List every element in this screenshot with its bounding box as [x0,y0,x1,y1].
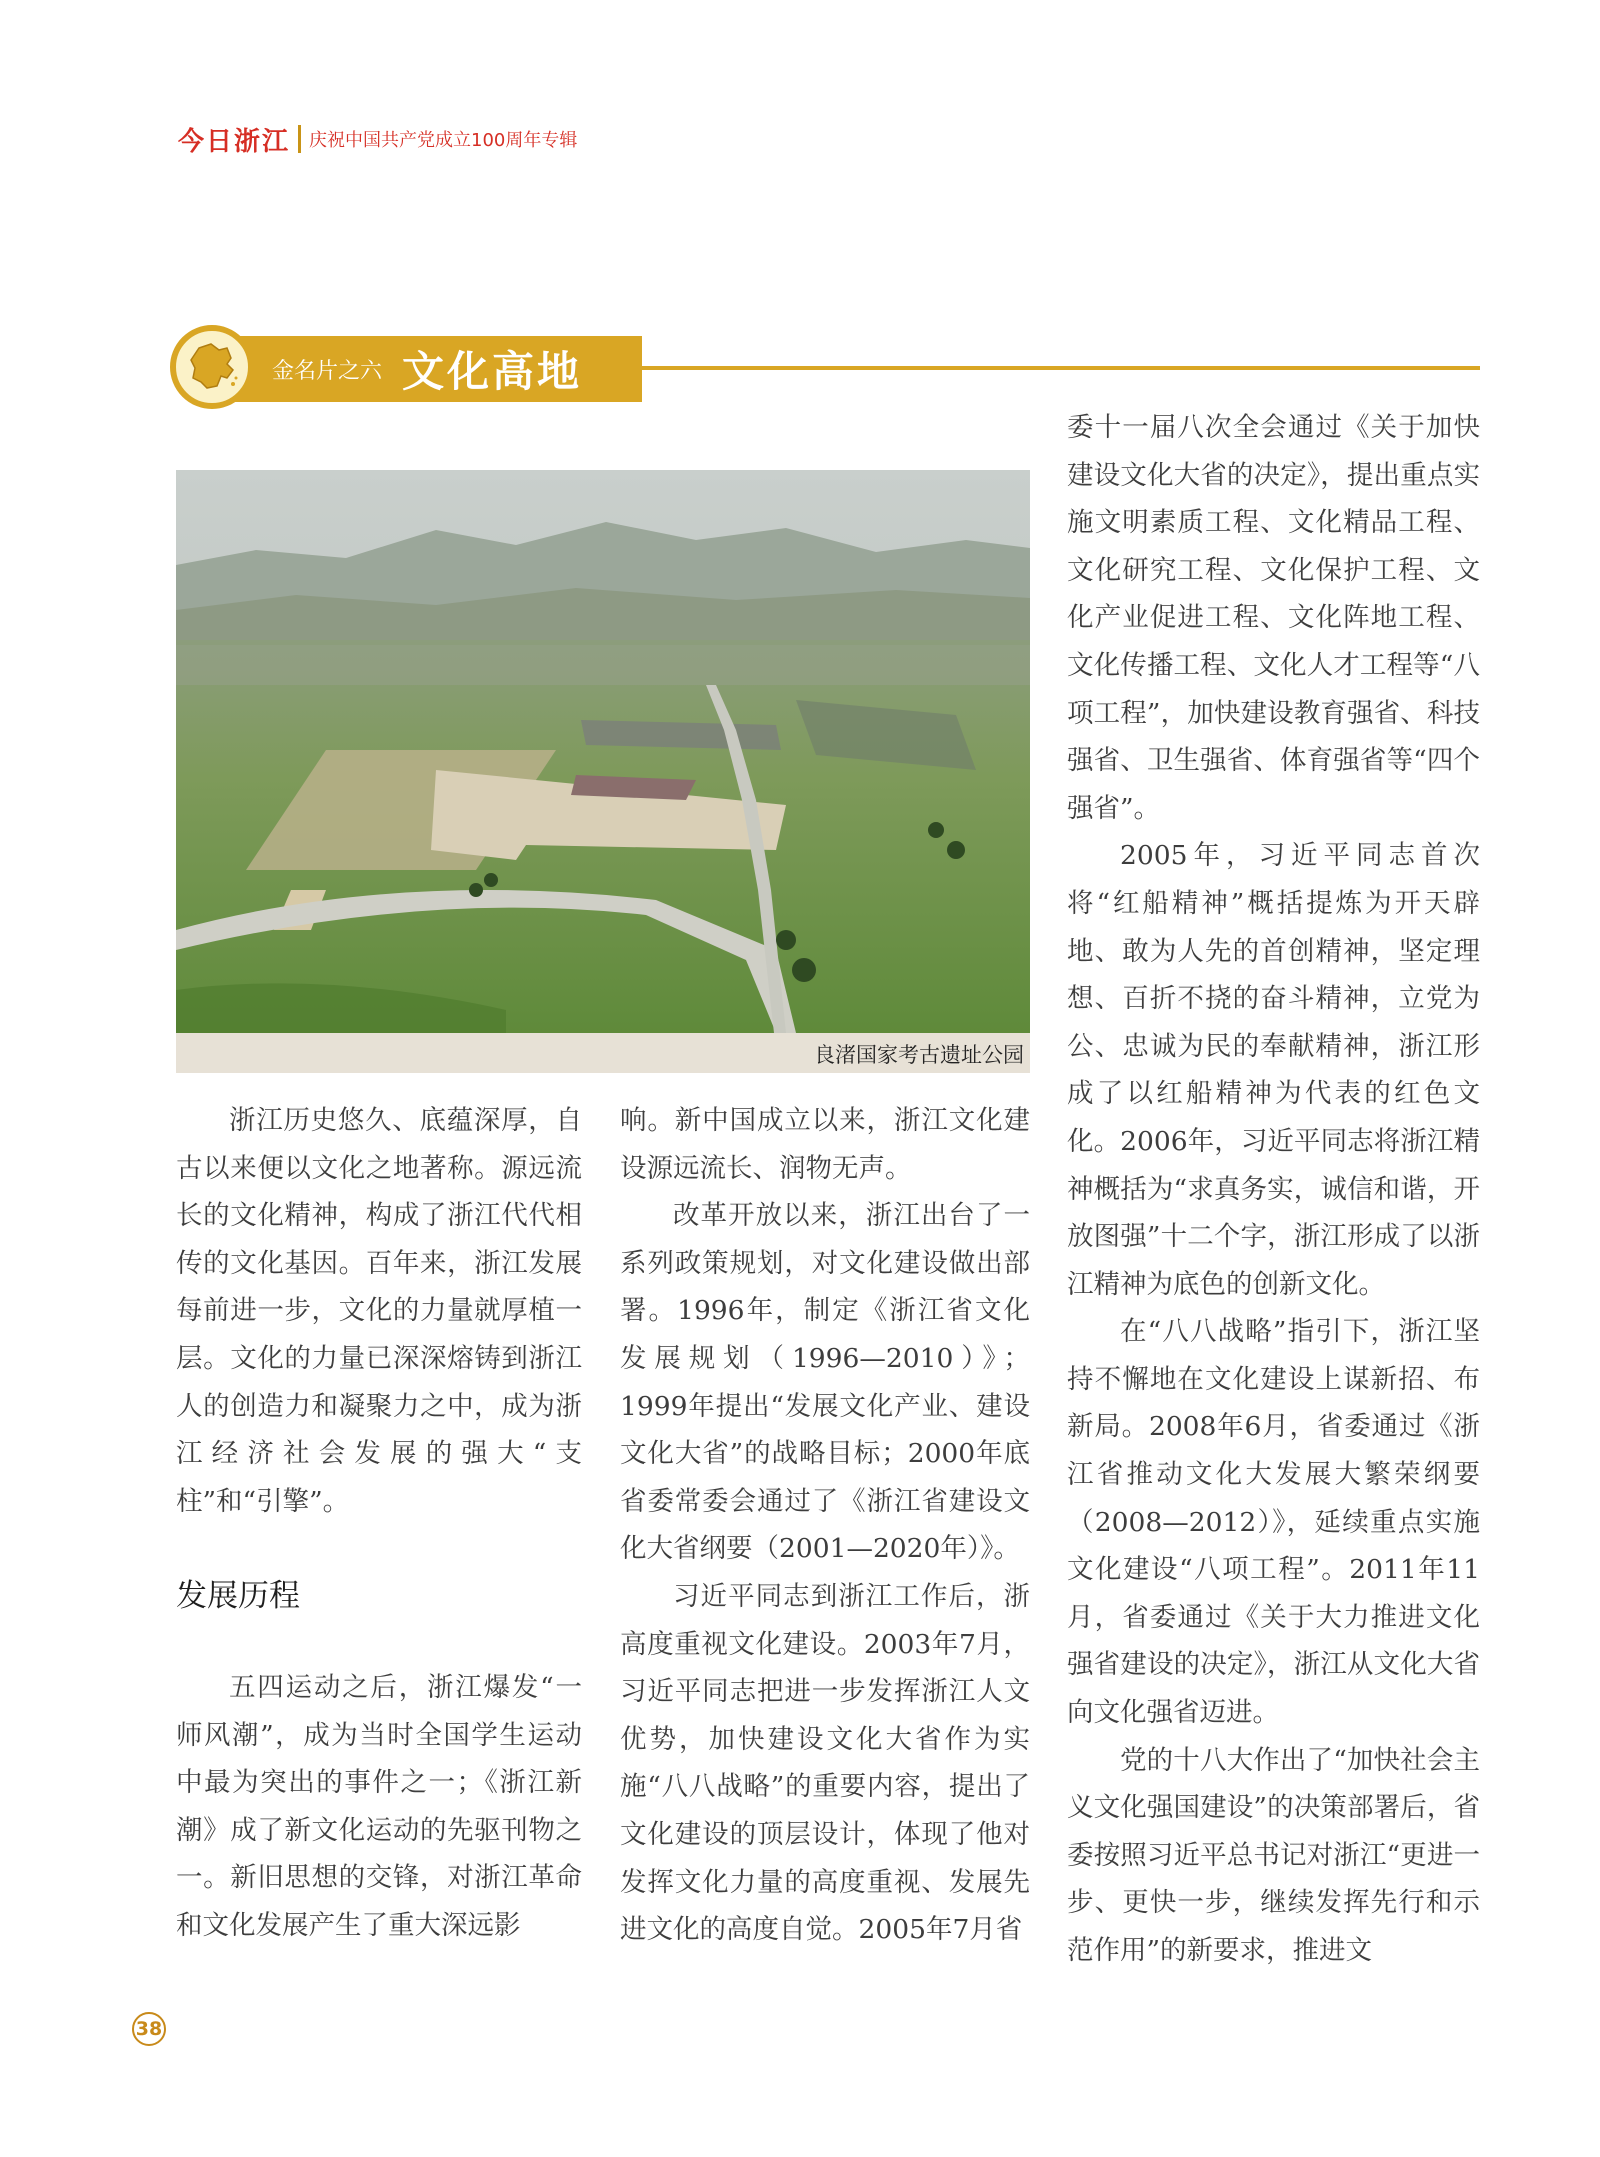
section-title: 文化高地 [402,347,583,396]
masthead [178,122,577,156]
section-subtitle: 金名片之六 [272,358,383,384]
paragraph: 2005年，习近平同志首次将“红船精神”概括提炼为开天辟地、敢为人先的首创精神，坚定理想、百折不挠的奋斗精神，立党为公、忠诚为民的奉献精神，浙江形成了以红船精神为代表的红色文化。2006年，习近平同志将浙江精神概括为“求真务实，诚信和谐，开放图强”十二个字，浙江形成了以浙江精神为底色的创新文化。 [1067,840,1480,1300]
paragraph: 委十一届八次全会通过《关于加快建设文化大省的决定》，提出重点实施文明素质工程、文化精品工程、文化研究工程、文化保护工程、文化产业促进工程、文化阵地工程、文化传播工程、文化人才工程等“八项工程”，加快建设教育强省、科技强省、卫生强省、体育强省等“四个强省”。 [1067,412,1480,824]
banner-rule [642,366,1480,370]
photo-caption: 良渚国家考古遗址公园 [814,1043,1024,1067]
section-banner [226,336,642,402]
paragraph: 党的十八大作出了“加快社会主义文化强国建设”的决策部署后，省委按照习近平总书记对浙江“更进一步、更快一步，继续发挥先行和示范作用”的新要求，推进文 [1067,1744,1480,1966]
column-3 [1067,404,1480,1975]
page-number: 38 [132,2012,166,2046]
column-2 [620,1097,1030,1954]
paragraph: 五四运动之后，浙江爆发“一师风潮”，成为当时全国学生运动中最为突出的事件之一；《浙江新潮》成了新文化运动的先驱刊物之一。新旧思想的交锋，对浙江革命和文化发展产生了重大深远影 [176,1672,582,1941]
header-divider [298,125,301,153]
aerial-photo [176,470,1030,1033]
paragraph: 浙江历史悠久、底蕴深厚，自古以来便以文化之地著称。源远流长的文化精神，构成了浙江代代相传的文化基因。百年来，浙江发展每前进一步，文化的力量就厚植一层。文化的力量已深深熔铸到浙江人的创造力和凝聚力之中，成为浙江经济社会发展的强大“支柱”和“引擎”。 [176,1105,582,1517]
paragraph: 在“八八战略”指引下，浙江坚持不懈地在文化建设上谋新招、布新局。2008年6月，省委通过《浙江省推动文化大发展大繁荣纲要（2008—2012）》，延续重点实施文化建设“八项工程”。2011年11月，省委通过《关于大力推进文化强省建设的决定》，浙江从文化大省向文化强省迈进。 [1067,1316,1480,1729]
column-1-continued [176,1664,582,1950]
paragraph: 习近平同志到浙江工作后，浙高度重视文化建设。2003年7月，习近平同志把进一步发挥浙江人文优势，加快建设文化大省作为实施“八八战略”的重要内容，提出了文化建设的顶层设计，体现了他对发挥文化力量的高度重视、发展先进文化的高度自觉。2005年7月省 [620,1580,1030,1946]
special-issue-label: 庆祝中国共产党成立100周年专辑 [309,130,578,151]
paragraph: 改革开放以来，浙江出台了一系列政策规划，对文化建设做出部署。1996年，制定《浙江省文化发展规划（1996—2010）》；1999年提出“发展文化产业、建设文化大省”的战略目标；2000年底省委常委会通过了《浙江省建设文化大省纲要（2001—2020年）》。 [620,1200,1030,1565]
sub-heading: 发展历程 [176,1578,300,1614]
column-1 [176,1097,582,1525]
photo-caption-bar [176,1033,1030,1073]
paragraph: 响。新中国成立以来，浙江文化建设源远流长、润物无声。 [620,1105,1030,1184]
magazine-logo: 今日浙江 [178,126,291,157]
zhejiang-map-icon [170,325,254,409]
